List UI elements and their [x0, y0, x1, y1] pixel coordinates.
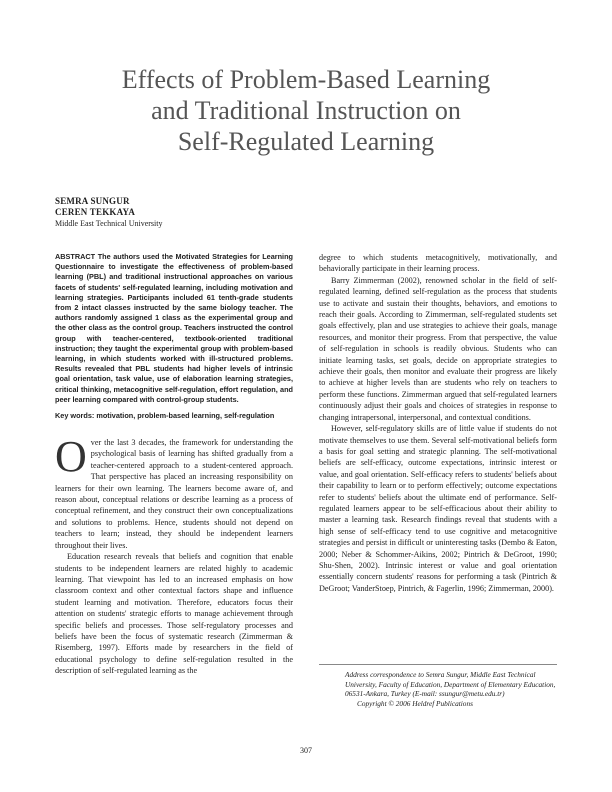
title-line-3: Self-Regulated Learning — [177, 127, 435, 156]
correspondence-footnote — [345, 670, 557, 708]
copyright-text: Copyright © 2006 Heldref Publications — [357, 698, 473, 708]
paragraph: Barry Zimmerman (2002), renowned scholar in the field of self-regulated learning, defined self-regulation as the process that students use to activate and sustain their thoughts, behaviors, and emotions to reach their goals. According to Zimmerman, self-regulated students set goals effectively, plan and use strategies to achieve their goals, manage resources, and monitor their progress. From that perspective, the value of self-regulation in schools is readily obvious. Students who can initiate learning tasks, set goals, decide on appropriate strategies to achieve their goals, then monitor and evaluate their progress are likely to achieve at higher levels than are students who rely on teachers to perform these functions. Zimmerman argued that self-regulated learners continuously adjust their goals and choices of strategies in response to changing intrapersonal, interpersonal, and contextual conditions. — [319, 275, 557, 422]
author-block — [55, 196, 163, 229]
paragraph — [55, 432, 293, 551]
paper-title — [0, 64, 612, 157]
abstract — [55, 252, 293, 405]
abstract-text: The authors used the Motivated Strategies for Learning Questionnaire to investigate the effectiveness of problem-based learning (PBL) and traditional instructional approaches on various facets of students' self-regulated learning, including motivation and learning strategies. Participants included 61 tenth-grade students from 2 intact classes instructed by the same biology teacher. The authors randomly assigned 1 class as the experimental group and the other class as the control group. Teachers instructed the control group with teacher-centered, textbook-oriented traditional instruction; they taught the experimental group with problem-based learning, in which students worked with ill-structured problems. Results revealed that PBL students had higher levels of intrinsic goal orientation, task value, use of elaboration learning strategies, critical thinking, metacognitive self-regulation, effort regulation, and peer learning compared with control-group students. — [55, 252, 294, 404]
keywords: Key words: motivation, problem-based learning, self-regulation — [55, 411, 275, 421]
address-text: Address correspondence to Semra Sungur, Middle East Technical University, Faculty of Education, Department of Elementary Education, 06531-Ankara, Turkey (E-mail: ssungur@metu.edu.tr) — [345, 670, 556, 698]
author-name: SEMRA SUNGUR — [55, 196, 130, 206]
abstract-label: ABSTRACT — [55, 252, 96, 261]
right-column — [319, 252, 557, 594]
paragraph: Education research reveals that beliefs and cognition that enable students to be independent learners are related highly to academic learning. That viewpoint has led to an increased emphasis on how classroom context and other contextual factors shape and influence student learning and motivation. Therefore, educators focus their attention on students' strategic efforts to manage achievement through specific beliefs and processes. Those self-regulatory processes and beliefs have been the focus of systematic research (Zimmerman & Risemberg, 1997). Efforts made by researchers in the field of educational psychology to define self-regulation resulted in the description of self-regulated learning as the — [55, 552, 293, 676]
author-name: CEREN TEKKAYA — [55, 207, 136, 217]
drop-cap: O — [55, 432, 87, 482]
paragraph: degree to which students metacognitively, motivationally, and behaviorally participate in their learning process. — [319, 253, 557, 274]
affiliation: Middle East Technical University — [55, 219, 163, 228]
body-text-left — [55, 432, 293, 677]
title-line-1: Effects of Problem-Based Learning — [121, 65, 491, 94]
paragraph-text: ver the last 3 decades, the framework for understanding the psychological basis of learning has shifted gradually from a teacher-centered approach to a student-centered approach. That perspective has placed an increasing responsibility on learners for their own learning. The learners become aware of, and reason about, conceptual relations or describe learning as a process of conceptual refinement, and they construct their own conceptualizations and solutions to problems. Hence, students should not depend on teachers to learn; instead, they should be independent learners throughout their lives. — [55, 438, 293, 550]
title-line-2: and Traditional Instruction on — [151, 96, 461, 125]
paragraph: However, self-regulatory skills are of little value if students do not motivate themselves to use them. Several self-motivational beliefs form a basis for goal setting and strategic planning. The self-motivational beliefs are self-efficacy, outcome expectations, intrinsic interest or value, and goal orientation. Self-efficacy refers to students' beliefs about their capability to learn or to perform effectively; outcome expectations refer to students' beliefs about the ultimate end of performance. Self-regulated learners appear to be self-efficacious about their ability to master a learning task. Research findings reveal that students with a high sense of self-efficacy tend to use cognitive and metacognitive strategies and persist in difficult or uninteresting tasks (Dembo & Eaton, 2000; Neber & Schommer-Aikins, 2002; Pintrich & DeGroot, 1990; Shu-Shen, 2002). Intrinsic interest or value and goal orientation essentially concern students' reasons for performing a task (Pintrich & DeGroot; VanderStoep, Pintrich, & Fagerlin, 1996; Zimmerman, 2000). — [319, 424, 557, 593]
footnote-rule — [319, 664, 557, 665]
left-column — [55, 252, 293, 677]
page-number: 307 — [300, 746, 312, 755]
